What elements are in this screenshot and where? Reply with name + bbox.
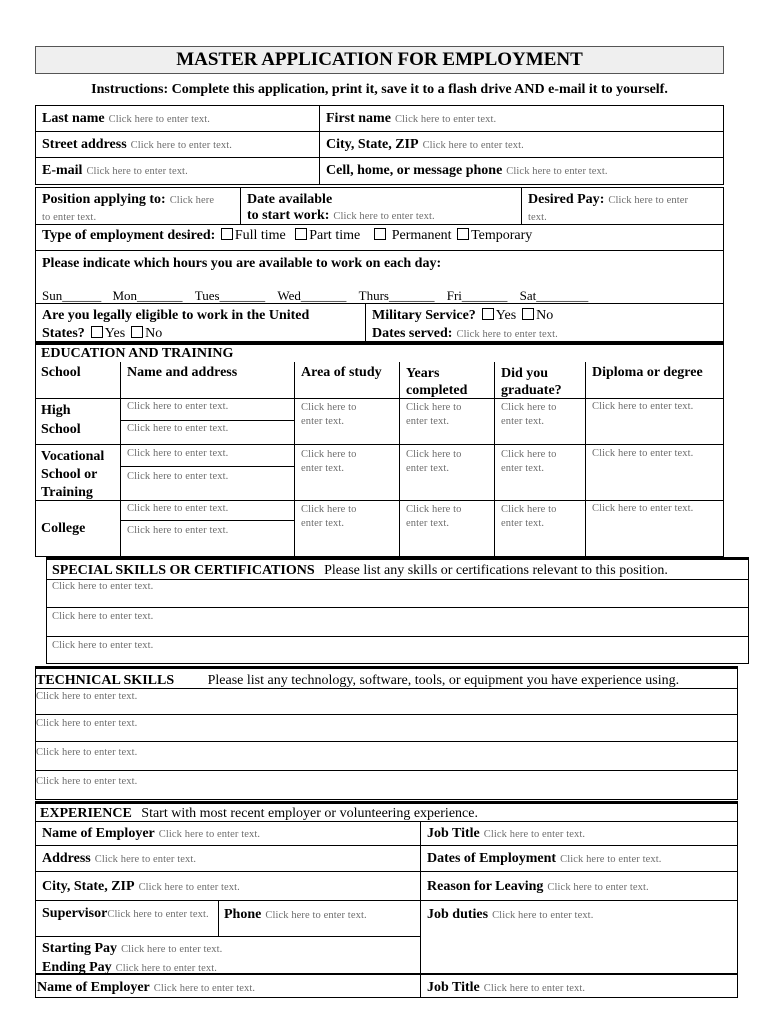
placeholder[interactable]	[406, 448, 462, 476]
placeholder[interactable]: Click here to enter text.	[456, 329, 558, 340]
placeholder[interactable]: Click here to enter text.	[592, 503, 694, 514]
ph-part: Click here to	[301, 402, 357, 413]
position-field[interactable]	[35, 187, 241, 225]
employment-type-row	[35, 224, 724, 251]
ph-part: Click here to	[501, 504, 557, 515]
street-field[interactable]	[35, 131, 320, 158]
divider	[399, 362, 400, 557]
employment-type-label: Type of employment desired:	[42, 228, 216, 243]
divider	[494, 362, 495, 557]
ph-part: Click here to	[501, 402, 557, 413]
technical-skills-header: TECHNICAL SKILLS	[36, 673, 175, 688]
placeholder[interactable]: to enter text.	[42, 212, 97, 223]
day-fri[interactable]: Fri_______	[446, 288, 508, 303]
row-high-school	[41, 401, 81, 439]
row-college: College	[41, 521, 86, 536]
address-field[interactable]	[42, 849, 196, 867]
supervisor-field[interactable]	[42, 905, 214, 922]
placeholder[interactable]: Click here to enter text.	[121, 944, 223, 955]
date-available-label-2: to start work:	[247, 208, 330, 223]
military-label: Military Service?	[372, 308, 476, 323]
page-title: MASTER APPLICATION FOR EMPLOYMENT	[176, 49, 583, 70]
ph-part: enter text.	[501, 416, 545, 427]
title-bar	[35, 46, 724, 74]
ph-part: enter text.	[406, 416, 450, 427]
placeholder[interactable]: Click here to enter text.	[127, 423, 229, 434]
placeholder[interactable]: Click here to enter text.	[94, 854, 197, 865]
placeholder[interactable]: Click here to enter text.	[52, 611, 154, 622]
col-diploma: Diploma or degree	[592, 365, 703, 380]
row-label: Training	[41, 485, 93, 500]
desired-pay-field[interactable]	[521, 187, 724, 225]
ending-pay-label: Ending Pay	[42, 960, 112, 975]
special-skills-instruction: Please list any skills or certifications relevant to this position.	[324, 563, 668, 578]
desired-pay-label: Desired Pay	[528, 192, 600, 207]
placeholder[interactable]: Click here to enter text.	[36, 718, 138, 729]
ph-part: Click here to	[406, 402, 462, 413]
experience-instruction: Start with most recent employer or volunteering experience.	[141, 806, 478, 821]
ph-part: Click here to	[406, 504, 462, 515]
eligible-yes-checkbox[interactable]	[91, 326, 103, 338]
placeholder[interactable]: Click here to enter text.	[483, 983, 586, 994]
col-years	[406, 365, 467, 399]
placeholder[interactable]: Click here to enter text.	[506, 166, 608, 177]
day-sat[interactable]: Sat________	[519, 288, 589, 303]
placeholder[interactable]: Click here to enter text.	[483, 829, 586, 840]
placeholder[interactable]: Click here to enter text.	[333, 211, 435, 222]
row-vocational	[41, 448, 104, 502]
placeholder[interactable]: Click here to enter text.	[422, 140, 524, 151]
placeholder[interactable]: Click here to enter text.	[36, 747, 138, 758]
divider	[35, 845, 738, 846]
col-graduate-1: Did you	[501, 366, 549, 381]
last-name-field[interactable]	[35, 105, 320, 132]
divider	[585, 362, 586, 557]
col-graduate	[501, 365, 562, 399]
date-available-field[interactable]	[240, 187, 522, 225]
placeholder[interactable]: Click here to enter text.	[394, 114, 497, 125]
day-mon[interactable]: Mon_______	[112, 288, 183, 303]
ph-part: enter text.	[301, 518, 345, 529]
placeholder[interactable]	[501, 503, 557, 531]
col-name-address: Name and address	[127, 365, 238, 380]
divider	[120, 466, 294, 467]
placeholder[interactable]: Click here to enter text.	[115, 963, 217, 974]
divider	[35, 500, 724, 501]
placeholder[interactable]	[301, 401, 357, 429]
divider	[35, 871, 738, 872]
placeholder[interactable]	[406, 503, 462, 531]
reason-label: Reason for Leaving	[427, 879, 544, 894]
ph-part: enter text.	[501, 463, 545, 474]
city-state-zip-field[interactable]	[319, 131, 724, 158]
education-header: EDUCATION AND TRAINING	[41, 346, 234, 361]
pay-field[interactable]	[42, 939, 222, 977]
placeholder[interactable]	[501, 401, 557, 429]
placeholder[interactable]: Click here to enter text.	[107, 909, 209, 920]
supervisor-label: Supervisor	[42, 906, 108, 921]
email-label: E-mail	[42, 163, 83, 178]
yes-option: Yes	[104, 326, 126, 341]
permanent-option: Permanent	[391, 228, 452, 243]
ph-part: Click here to	[501, 449, 557, 460]
divider	[120, 420, 294, 421]
military-no-checkbox[interactable]	[522, 308, 534, 320]
temporary-checkbox[interactable]	[457, 228, 469, 240]
day-sun[interactable]: Sun______	[42, 288, 102, 303]
placeholder[interactable]: Click here to enter text.	[127, 525, 229, 536]
job-title-label: Job Title	[427, 980, 480, 995]
row-label: High	[41, 403, 71, 418]
phone-field[interactable]	[319, 157, 724, 185]
yes-option: Yes	[495, 308, 517, 323]
last-name-label: Last name	[42, 111, 105, 126]
divider	[35, 770, 738, 771]
divider	[35, 444, 724, 445]
placeholder[interactable]: Click here to enter text.	[592, 448, 694, 459]
dates-label: Dates of Employment	[427, 851, 557, 866]
day-wed[interactable]: Wed_______	[277, 288, 347, 303]
col-school: School	[41, 365, 81, 380]
starting-pay-label: Starting Pay	[42, 941, 118, 956]
no-option: No	[145, 326, 163, 341]
eligibility-label-2: States?	[42, 326, 85, 341]
placeholder[interactable]: Click here to enter text.	[158, 829, 261, 840]
row-label: School	[41, 422, 81, 437]
city-label: City, State, ZIP	[326, 137, 419, 152]
divider	[35, 714, 738, 715]
colon: :	[599, 192, 605, 207]
exp-city-label: City, State, ZIP	[42, 879, 135, 894]
col-area: Area of study	[301, 365, 382, 380]
placeholder[interactable]: Click here to enter text.	[127, 448, 229, 459]
street-label: Street address	[42, 137, 127, 152]
ph-part: enter text.	[406, 463, 450, 474]
placeholder[interactable]: Click here to enter	[608, 195, 689, 206]
placeholder[interactable]	[406, 401, 462, 429]
divider	[420, 821, 421, 998]
eligibility-label: Are you legally eligible to work in the United	[42, 308, 310, 323]
ph-part: Click here to	[301, 449, 357, 460]
special-skills-header-row	[52, 563, 668, 579]
day-thurs[interactable]: Thurs_______	[358, 288, 435, 303]
special-skills-header: SPECIAL SKILLS OR CERTIFICATIONS	[52, 563, 315, 578]
divider	[46, 636, 749, 637]
address-label: Address	[42, 851, 91, 866]
full-time-option: Full time	[234, 228, 286, 243]
placeholder[interactable]: Click here to enter text.	[36, 776, 138, 787]
exp-city-field[interactable]	[42, 877, 240, 895]
placeholder[interactable]	[501, 448, 557, 476]
placeholder[interactable]: Click here to enter text.	[265, 910, 367, 921]
placeholder[interactable]: text.	[528, 212, 547, 223]
military-yes-checkbox[interactable]	[482, 308, 494, 320]
eligibility-field	[35, 303, 366, 342]
placeholder[interactable]: Click here to enter text.	[547, 882, 649, 893]
experience-header: EXPERIENCE	[40, 806, 132, 821]
col-years-2: completed	[406, 383, 468, 398]
duties-label: Job duties	[427, 907, 489, 922]
reason-field[interactable]	[427, 877, 649, 895]
hours-label: Please indicate which hours you are available to work on each day:	[42, 256, 442, 271]
divider	[120, 520, 294, 521]
days-row	[42, 288, 588, 304]
job-title-field[interactable]	[427, 824, 585, 842]
placeholder[interactable]	[301, 448, 357, 476]
ph-part: enter text.	[301, 463, 345, 474]
eligible-no-checkbox[interactable]	[131, 326, 143, 338]
divider	[46, 607, 749, 608]
placeholder[interactable]: Click here to enter text.	[130, 140, 232, 151]
job-title-label: Job Title	[427, 826, 480, 841]
technical-skills-header-row	[36, 673, 679, 689]
divider	[46, 579, 749, 580]
ph-part: enter text.	[406, 518, 450, 529]
military-field	[365, 303, 724, 342]
temporary-option: Temporary	[471, 228, 533, 243]
placeholder[interactable]: Click here to enter text.	[36, 691, 138, 702]
exp-phone-label: Phone	[224, 907, 262, 922]
placeholder[interactable]: Click here to enter text.	[108, 114, 210, 125]
placeholder[interactable]: Click here to enter text.	[127, 471, 229, 482]
row-label: Vocational	[41, 449, 105, 464]
part-time-checkbox[interactable]	[295, 228, 307, 240]
day-tues[interactable]: Tues_______	[194, 288, 266, 303]
placeholder[interactable]: Click here to enter text.	[52, 640, 154, 651]
placeholder[interactable]: Click here to enter text.	[138, 882, 240, 893]
date-available-label: Date available	[247, 192, 333, 207]
instructions: Instructions: Complete this application, print it, save it to a flash drive AND e-mail it to yourself.	[91, 82, 668, 97]
part-time-option: Part time	[309, 228, 361, 243]
position-label: Position applying to:	[42, 192, 166, 207]
placeholder[interactable]: Click here to enter text.	[153, 983, 256, 994]
placeholder[interactable]: Click here to enter text.	[86, 166, 188, 177]
ph-part: Click here to	[406, 449, 462, 460]
col-graduate-2: graduate?	[501, 383, 562, 398]
divider	[35, 741, 738, 742]
technical-skills-instruction: Please list any technology, software, tools, or equipment you have experience using.	[207, 673, 680, 688]
row-label: School or	[41, 467, 98, 482]
divider	[120, 362, 121, 557]
dates-field[interactable]	[427, 849, 661, 867]
full-time-checkbox[interactable]	[221, 228, 233, 240]
first-name-field[interactable]	[319, 105, 724, 132]
duties-field[interactable]	[427, 905, 593, 923]
exp-phone-field[interactable]	[224, 905, 367, 923]
divider	[294, 362, 295, 557]
placeholder[interactable]: Click here to enter text.	[52, 581, 154, 592]
placeholder[interactable]: Click here	[169, 195, 215, 206]
dates-served-label: Dates served:	[372, 326, 453, 341]
hours-block	[35, 250, 724, 304]
phone-label: Cell, home, or message phone	[326, 163, 503, 178]
permanent-checkbox[interactable]	[374, 228, 386, 240]
divider	[35, 688, 738, 689]
placeholder[interactable]: Click here to enter text.	[560, 854, 662, 865]
divider	[35, 936, 421, 937]
divider	[35, 900, 738, 901]
first-name-label: First name	[326, 111, 391, 126]
placeholder[interactable]: Click here to enter text.	[492, 910, 594, 921]
divider	[218, 900, 219, 936]
employer-field[interactable]	[42, 824, 260, 842]
divider	[35, 821, 738, 822]
ph-part: Click here to	[301, 504, 357, 515]
employer-label: Name of Employer	[37, 980, 150, 995]
employer-label: Name of Employer	[42, 826, 155, 841]
no-option: No	[536, 308, 554, 323]
placeholder[interactable]	[301, 503, 357, 531]
col-years-1: Years	[406, 366, 440, 381]
placeholder[interactable]: Click here to enter text.	[592, 401, 694, 412]
employer-field-2[interactable]	[37, 978, 255, 996]
experience-header-row	[40, 806, 478, 822]
email-field[interactable]	[35, 157, 320, 185]
ph-part: enter text.	[501, 518, 545, 529]
divider	[35, 398, 724, 399]
job-title-field-2[interactable]	[427, 978, 585, 996]
placeholder[interactable]: Click here to enter text.	[127, 503, 229, 514]
placeholder[interactable]: Click here to enter text.	[127, 401, 229, 412]
ph-part: enter text.	[301, 416, 345, 427]
